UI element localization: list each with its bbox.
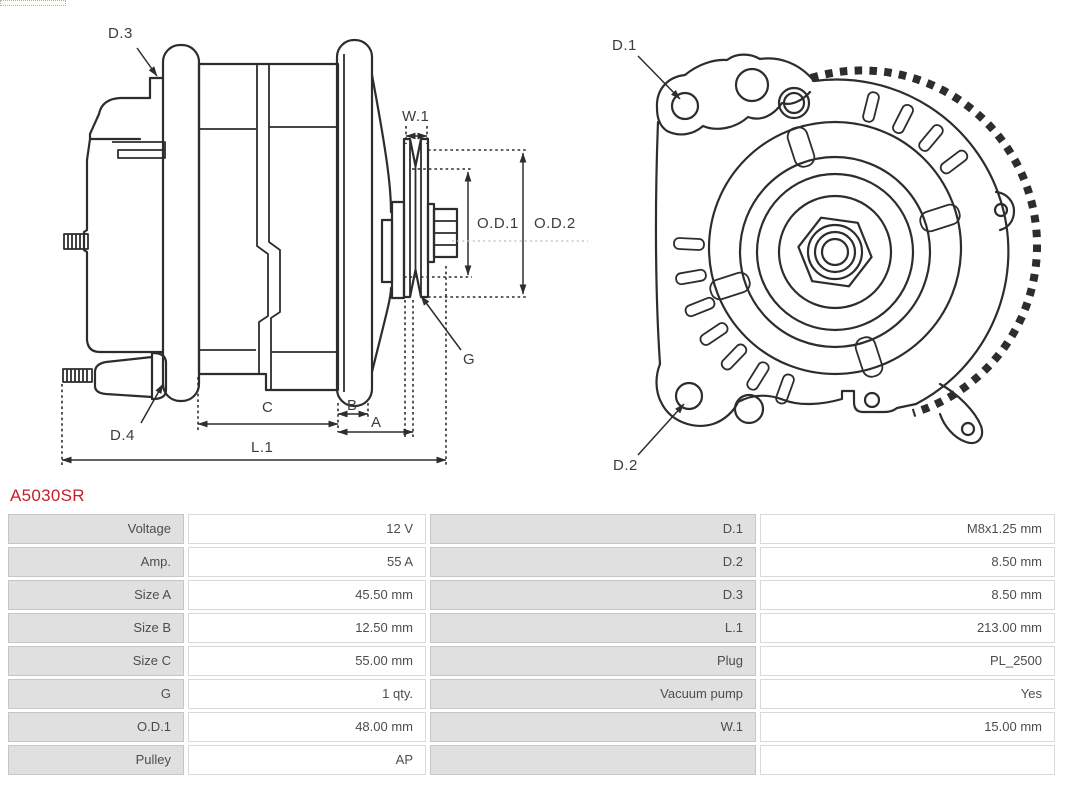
spec-label-cell: Size B	[8, 613, 184, 643]
spec-value-cell: Yes	[760, 679, 1055, 709]
dim-label-b: B	[347, 397, 358, 414]
spec-value-cell: 8.50 mm	[760, 547, 1055, 577]
alternator-side-view-diagram	[0, 0, 600, 480]
spec-label-cell: Pulley	[8, 745, 184, 775]
spec-label-cell	[430, 745, 756, 775]
dim-label-g: G	[463, 351, 476, 368]
spec-label-cell: L.1	[430, 613, 756, 643]
spec-label-cell: D.1	[430, 514, 756, 544]
spec-value-cell: 8.50 mm	[760, 580, 1055, 610]
dim-label-d4: D.4	[110, 427, 135, 444]
dimension-annotations	[62, 25, 588, 465]
spec-value-cell: 1 qty.	[188, 679, 426, 709]
alternator-front-view-diagram	[600, 0, 1080, 480]
spec-table	[8, 514, 1055, 775]
spec-label-cell: D.2	[430, 547, 756, 577]
spec-label-cell: Vacuum pump	[430, 679, 756, 709]
dim-label-od2: O.D.2	[534, 215, 576, 232]
part-number: A5030SR	[10, 486, 85, 505]
spec-value-cell: PL_2500	[760, 646, 1055, 676]
spec-value-cell: 55.00 mm	[188, 646, 426, 676]
dim-label-d2: D.2	[613, 457, 638, 474]
spec-value-cell: 12.50 mm	[188, 613, 426, 643]
spec-value-cell: 48.00 mm	[188, 712, 426, 742]
spec-value-cell: 55 A	[188, 547, 426, 577]
spec-label-cell: Size A	[8, 580, 184, 610]
spec-value-cell	[760, 745, 1055, 775]
dim-label-od1: O.D.1	[477, 215, 519, 232]
spec-label-cell: W.1	[430, 712, 756, 742]
spec-label-cell: Amp.	[8, 547, 184, 577]
spec-label-cell: Voltage	[8, 514, 184, 544]
dim-label-w1: W.1	[402, 108, 430, 125]
front-face-and-pulley	[708, 122, 962, 379]
rear-bracket-flange	[163, 45, 199, 401]
dim-label-a: A	[371, 414, 382, 431]
pulley	[404, 139, 457, 297]
spec-value-cell: 15.00 mm	[760, 712, 1055, 742]
dim-label-d3: D.3	[108, 25, 133, 42]
spec-label-cell: O.D.1	[8, 712, 184, 742]
dim-label-c: C	[262, 399, 274, 416]
shaft-hub	[382, 202, 404, 298]
spec-value-cell: AP	[188, 745, 426, 775]
spec-label-cell: Plug	[430, 646, 756, 676]
mounting-holes	[672, 69, 1007, 435]
dim-label-l1: L.1	[251, 439, 274, 456]
spec-label-cell: D.3	[430, 580, 756, 610]
shaft-nut	[798, 218, 871, 287]
dim-label-d1: D.1	[612, 37, 637, 54]
stator-body	[199, 64, 338, 390]
spec-label-cell: G	[8, 679, 184, 709]
spec-value-cell: M8x1.25 mm	[760, 514, 1055, 544]
spec-value-cell: 45.50 mm	[188, 580, 426, 610]
rear-housing	[84, 78, 166, 399]
spec-label-cell: Size C	[8, 646, 184, 676]
spec-value-cell: 12 V	[188, 514, 426, 544]
spec-value-cell: 213.00 mm	[760, 613, 1055, 643]
